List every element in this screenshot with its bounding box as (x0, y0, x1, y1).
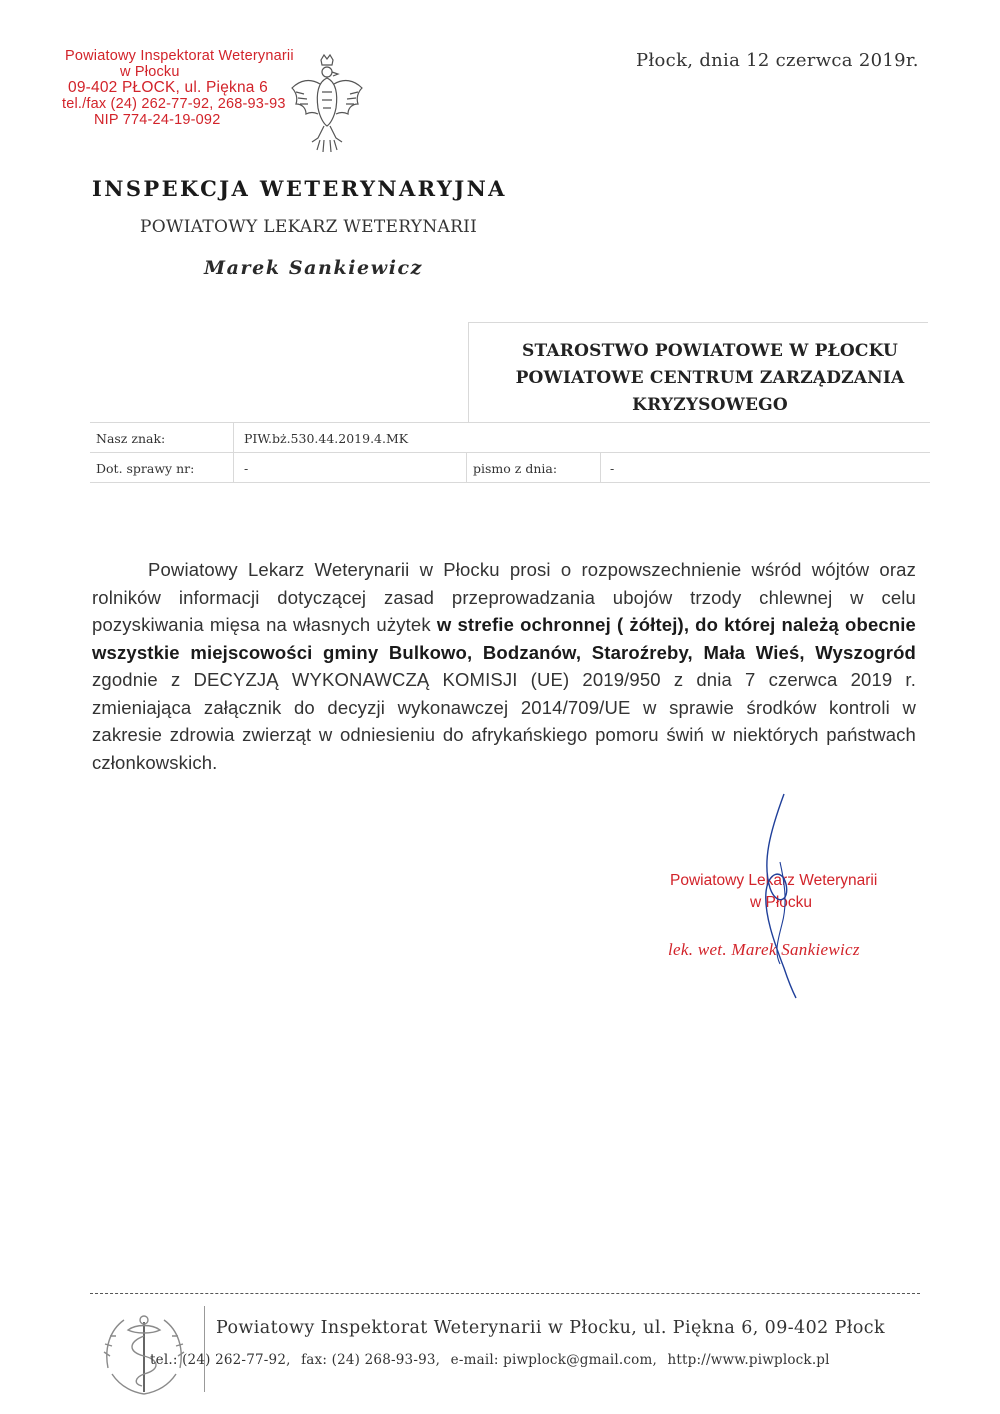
institution-stamp (62, 48, 302, 128)
meta-column-rule-2 (466, 452, 467, 482)
recipient-line-3: KRYZYSOWEGO (632, 395, 788, 415)
stamp-line-3: 09-402 PŁOCK, ul. Piękna 6 (68, 79, 268, 96)
footer-divider (90, 1293, 920, 1294)
meta-top-rule (90, 422, 930, 423)
polish-eagle-emblem-icon (288, 52, 366, 160)
stamp-line-2: w Płocku (120, 64, 180, 80)
letter-body (92, 556, 916, 776)
stamp-line-5: NIP 774-24-19-092 (94, 112, 221, 128)
institution-subtitle: POWIATOWY LEKARZ WETERYNARII (140, 217, 478, 237)
footer-phone: tel.: (24) 262-77-92, (150, 1352, 291, 1368)
footer-fax: fax: (24) 268-93-93, (301, 1352, 441, 1368)
signature-stamp-line-2: w Płocku (750, 894, 813, 911)
recipient-top-rule (468, 322, 928, 323)
case-number-label: Dot. sprawy nr: (96, 461, 195, 476)
recipient-left-rule (468, 322, 469, 422)
stamp-line-1: Powiatowy Inspektorat Weterynarii (65, 48, 294, 64)
footer-vertical-divider (204, 1306, 205, 1392)
institution-officer-name: Marek Sankiewicz (204, 257, 424, 279)
meta-middle-rule (90, 452, 930, 453)
meta-column-rule-1 (233, 422, 234, 482)
body-text-part-1: Powiatowy Lekarz Weterynarii w Płocku prosi o rozpowszechnienie wśród wójtów oraz rolników informacji dotyczącej zasad przeprowadzania ubojów trzody chlewnej w celu pozyskiwania mięsa na własnych użytek (92, 559, 916, 635)
our-ref-label: Nasz znak: (96, 431, 166, 446)
signature-stamp-line-3: lek. wet. Marek Sankiewicz (668, 940, 860, 959)
body-text-part-2: zgodnie z DECYZJĄ WYKONAWCZĄ KOMISJI (UE) 2019/950 z dnia 7 czerwca 2019 r. zmieniająca załącznik do decyzji wykonawczej 2014/709/UE w sprawie środków kontroli w zakresie zdrowia zwierząt w odniesieniu do afrykańskiego pomoru świń w niektórych państwach członkowskich. (92, 669, 916, 773)
footer-email: e-mail: piwplock@gmail.com, (450, 1352, 657, 1368)
case-number-value: - (244, 461, 249, 476)
document-date: Płock, dnia 12 czerwca 2019r. (636, 50, 919, 71)
footer-address: Powiatowy Inspektorat Weterynarii w Płocku, ul. Piękna 6, 09-402 Płock (216, 1318, 885, 1338)
meta-column-rule-3 (600, 452, 601, 482)
recipient-line-1: STAROSTWO POWIATOWE W PŁOCKU (522, 341, 898, 361)
body-text-bold: w strefie ochronnej ( żółtej), do której należą obecnie wszystkie miejscowości gminy Bulkowo, Bodzanów, Staroźreby, Mała Wieś, Wyszogród (92, 614, 916, 663)
meta-bottom-rule (90, 482, 930, 483)
letter-date-value: - (610, 461, 615, 476)
signature-icon (740, 792, 830, 1002)
our-ref-value: PIW.bż.530.44.2019.4.MK (244, 431, 409, 446)
recipient-address (470, 338, 950, 419)
recipient-line-2: POWIATOWE CENTRUM ZARZĄDZANIA (515, 368, 905, 388)
letter-date-label: pismo z dnia: (473, 461, 558, 476)
footer-website: http://www.piwplock.pl (667, 1352, 830, 1368)
institution-title: INSPEKCJA WETERYNARYJNA (92, 176, 507, 201)
footer-contacts (150, 1352, 836, 1368)
signature-stamp-line-1: Powiatowy Lekarz Weterynarii (670, 872, 878, 889)
stamp-line-4: tel./fax (24) 262-77-92, 268-93-93 (62, 96, 286, 112)
